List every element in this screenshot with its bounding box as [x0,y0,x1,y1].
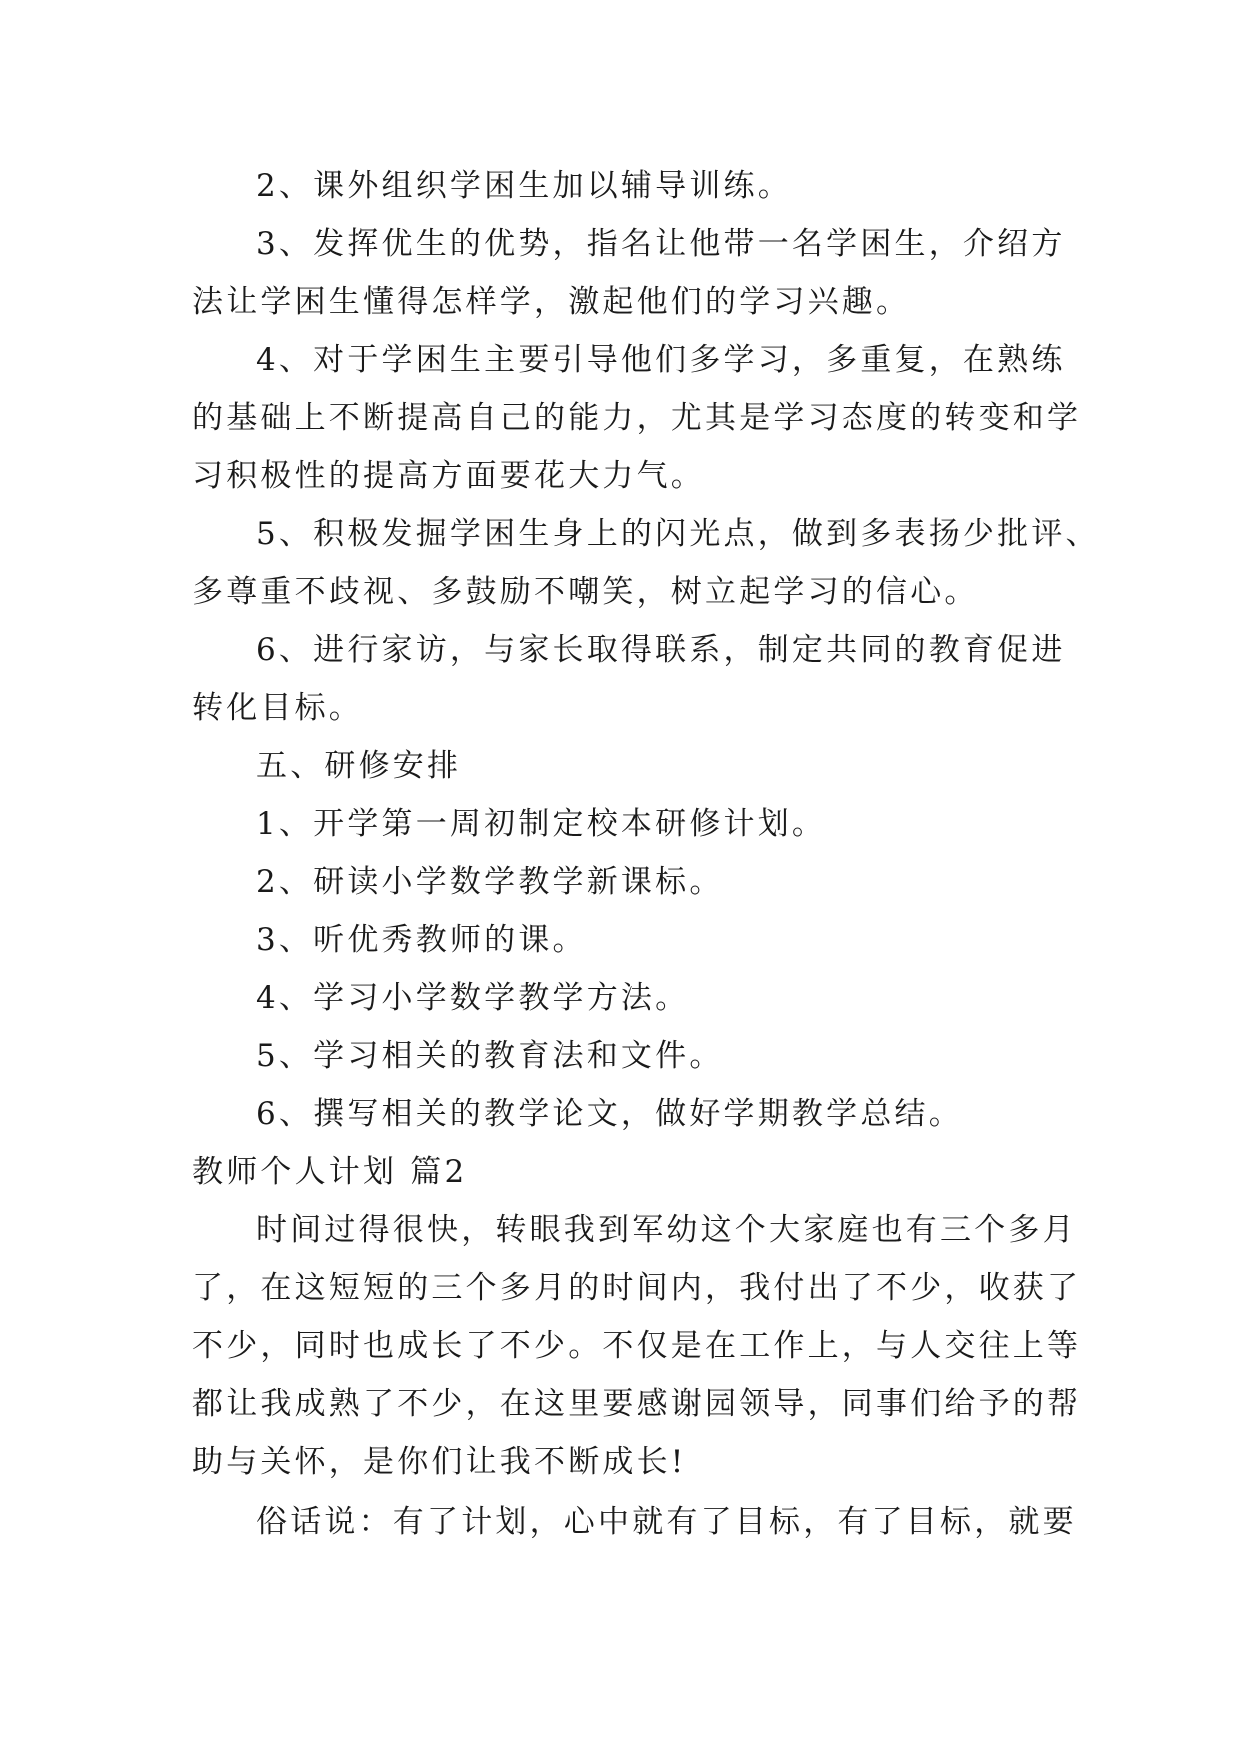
list-item: 5、学习相关的教育法和文件。 [256,1038,724,1074]
paragraph-line: 助与关怀，是你们让我不断成长! [192,1444,687,1480]
article-title: 教师个人计划 篇2 [192,1154,468,1190]
paragraph-line: 2、课外组织学困生加以辅导训练。 [256,168,792,204]
paragraph-line: 4、对于学困生主要引导他们多学习，多重复，在熟练 [256,342,1066,378]
paragraph-line: 3、发挥优生的优势，指名让他带一名学困生，介绍方 [256,226,1066,262]
list-item: 6、撰写相关的教学论文，做好学期教学总结。 [256,1096,963,1132]
paragraph-line: 不少，同时也成长了不少。不仅是在工作上，与人交往上等 [192,1328,1082,1364]
paragraph-line: 的基础上不断提高自己的能力，尤其是学习态度的转变和学 [192,400,1082,436]
list-item: 1、开学第一周初制定校本研修计划。 [256,806,827,842]
paragraph-line: 转化目标。 [192,690,363,726]
paragraph-line: 都让我成熟了不少，在这里要感谢园领导，同事们给予的帮 [192,1386,1082,1422]
paragraph-line: 多尊重不歧视、多鼓励不嘲笑，树立起学习的信心。 [192,574,979,610]
list-item: 2、研读小学数学教学新课标。 [256,864,724,900]
list-item: 4、学习小学数学教学方法。 [256,980,690,1016]
section-heading: 五、研修安排 [256,748,462,784]
paragraph-line: 6、进行家访，与家长取得联系，制定共同的教育促进 [256,632,1066,668]
paragraph-line: 法让学困生懂得怎样学，激起他们的学习兴趣。 [192,284,911,320]
paragraph-line: 习积极性的提高方面要花大力气。 [192,458,705,494]
list-item: 3、听优秀教师的课。 [256,922,587,958]
paragraph-line: 了，在这短短的三个多月的时间内，我付出了不少，收获了 [192,1270,1082,1306]
paragraph-line: 时间过得很快，转眼我到军幼这个大家庭也有三个多月 [256,1212,1077,1248]
paragraph-line: 俗话说：有了计划，心中就有了目标，有了目标，就要 [256,1504,1077,1540]
paragraph-line: 5、积极发掘学困生身上的闪光点，做到多表扬少批评、 [256,516,1100,552]
